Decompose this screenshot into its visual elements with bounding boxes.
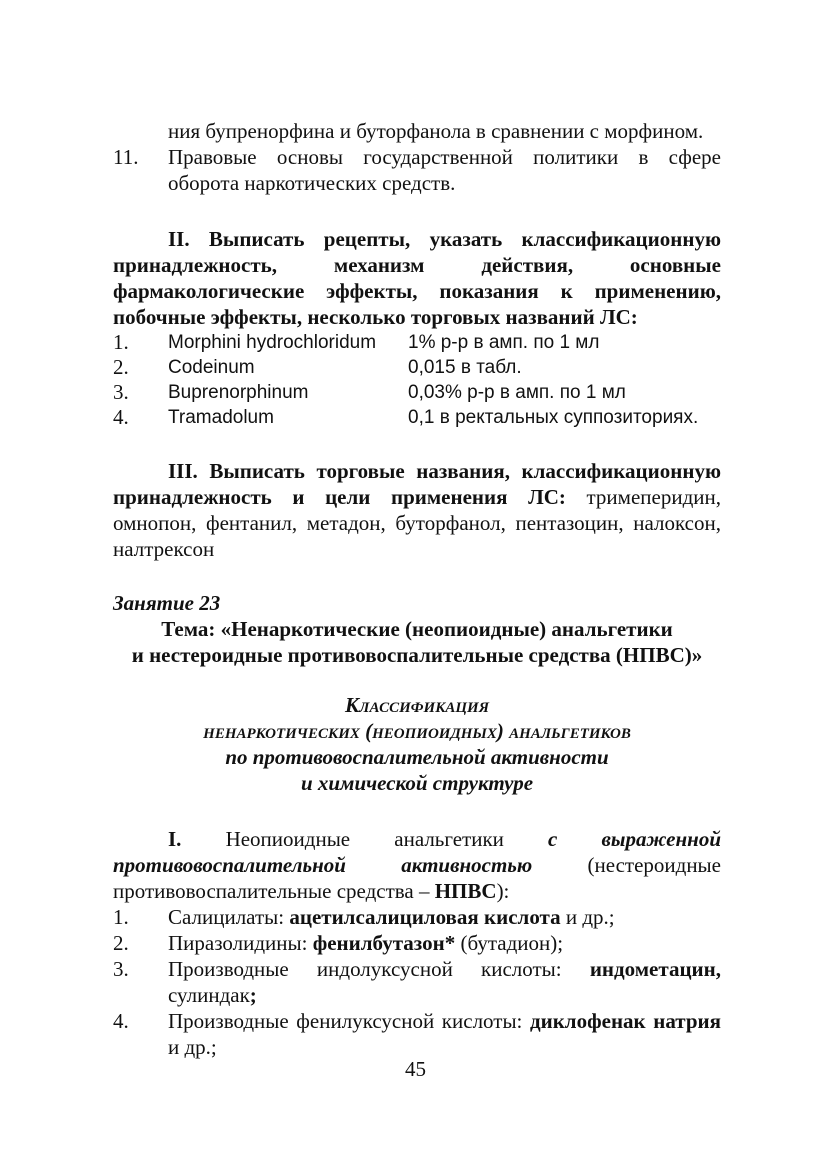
lesson-topic-line-2: и нестероидные противовоспалительные средства (НПВС)» [131,643,703,667]
rx-drug: Buprenorphinum [168,382,309,403]
group-1-text: (нестероидные противовоспалительные средства – [113,853,721,903]
prescription-row-1 [113,330,721,355]
list-item-text: Пиразолидины: фенилбутазон* (бутадион); [168,931,564,955]
rx-dose: 0,03% р-р в амп. по 1 мл [408,382,626,403]
lesson-label: Занятие 23 [113,591,221,615]
group-1-item-4 [113,1008,721,1060]
rx-drug: Codeinum [168,357,255,378]
section-3-paragraph [113,458,721,562]
page-number: 45 [405,1057,426,1081]
list-item-number: 11. [113,145,139,169]
rx-number: 4. [113,405,129,429]
prescription-row-3 [113,380,721,405]
group-1-item-2 [113,930,721,956]
rx-number: 2. [113,355,129,379]
section-3-text: тримеперидин, омнопон, фентанил, метадон, буторфанол, пентазоцин, налоксон, налтрексон [113,485,721,561]
lesson-topic-line-1: Тема: «Ненаркотические (неопиоидные) анальгетики [161,617,673,641]
section-3-heading: III. Выписать торговые названия, классификационную принадлежность и цели применения ЛС: [113,459,721,509]
classification-title: Классификация [344,693,490,717]
prescription-list [113,330,721,430]
classification-subtitle-2: по противовоспалительной активности [225,745,609,769]
list-item-number: 2. [113,931,129,955]
rx-number: 3. [113,380,129,404]
continued-list-text: ния бупренорфина и буторфанола в сравнении с морфином. [168,119,704,143]
group-1-paragraph [113,826,721,904]
rx-dose: 1% р-р в амп. по 1 мл [408,332,600,353]
list-item-number: 3. [113,957,129,981]
group-1-item-3 [113,956,721,1008]
classification-subtitle-1: ненаркотических (неопиоидных) анальгетиков [203,719,631,743]
classification-subtitle-3: и химической структуре [300,771,534,795]
page-content [113,118,721,1060]
prescription-row-2 [113,355,721,380]
list-item-text: Производные индолуксусной кислоты: индометацин, сулиндак; [168,957,721,1007]
group-1-text: Неопиоидные анальгетики [181,827,549,851]
prescription-row-4 [113,405,721,430]
list-item-text: Правовые основы государственной политики в сфере оборота наркотических средств. [168,145,721,195]
rx-dose: 0,1 в ректальных суппозиториях. [408,407,699,428]
rx-number: 1. [113,330,129,354]
group-1-text: ): [496,879,510,903]
list-item-number: 4. [113,1009,129,1033]
group-1-emphasis: с выраженной противовоспалительной активностью [113,827,721,877]
group-1-lead: I. [168,827,182,851]
rx-drug: Tramadolum [168,407,274,428]
list-item-11 [113,144,721,196]
rx-dose: 0,015 в табл. [408,357,522,378]
list-item-text: Производные фенилуксусной кислоты: диклофенак натрия и др.; [168,1009,721,1059]
group-1-abbr: НПВС [434,879,497,903]
list-item-text: Салицилаты: ацетилсалициловая кислота и др.; [168,905,615,929]
list-item-number: 1. [113,905,129,929]
section-2-heading: II. Выписать рецепты, указать классификационную принадлежность, механизм действия, основные фармакологические эффекты, показания к применению, побочные эффекты, несколько торговых названий ЛС: [113,227,721,329]
group-1-item-1 [113,904,721,930]
rx-drug: Morphini hydrochloridum [168,332,377,353]
